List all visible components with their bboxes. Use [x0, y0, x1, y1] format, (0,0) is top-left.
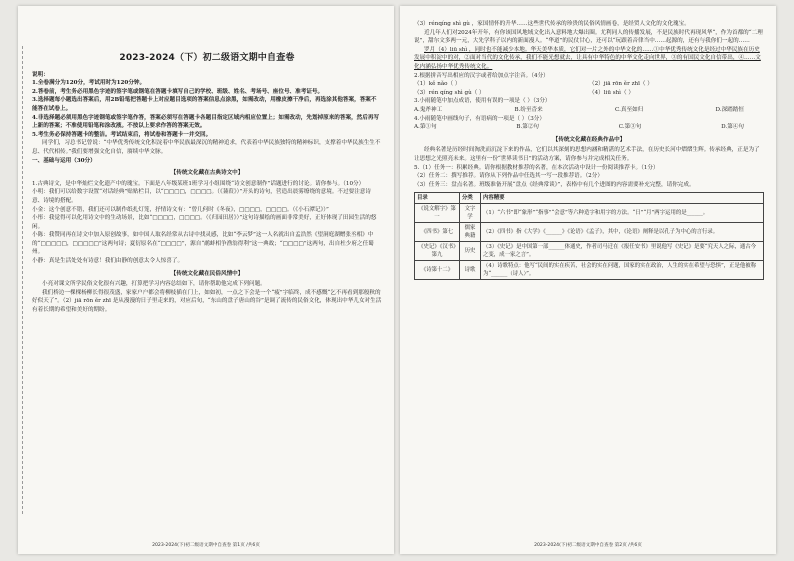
pinyin-item: （3）rén qíng shì gù（ ） — [414, 89, 485, 96]
exam-page-left — [18, 6, 394, 554]
exam-page-right — [400, 6, 776, 554]
binding-line — [22, 46, 25, 514]
table-cell: 历史 — [460, 242, 481, 261]
reading-passage: 我们桥边一棵棵杨柳长得很茂盛，家家户户都会将柳枝插在门上，如如初，一点之下会是一个“疲”字临终，成不感慨“乞不再看到那般秋的好似天了”。（2）jiā rōn ěr zhī 是从漫漫的日子里走来的，对应后旬，“东山的盘子唐山的谷”是调了流传的民俗文化，体现出中华儿女对生活有着长期的希望和美好的期盼。 — [32, 289, 382, 314]
dialogue-line: 小明：我们可以给数字设置“对话经典”贴贴栏目，以“□□□□，□□□□。（《蒹葭》）”开头的诗句，营造出晨雾缭绕的意境。不过要注意诗意、诗境的搭配。 — [32, 189, 371, 204]
question-3: 3.小雨随笔中加点成语，使用有误的一项是（ ）（3分） — [414, 98, 551, 105]
intro-paragraph: 同学们，习总书记曾说：“中华优秀传统文化积淀着中华民族最深沉的精神追求，代表着中华民族独特的精神标识，支撑着中华民族生生不息、代代相传。”我们要增强文化自信，赓续中华文脉。 — [32, 140, 381, 155]
option: D.深踏踏恒 — [715, 106, 744, 113]
page-content — [414, 20, 764, 536]
dialogue-line: 小彤：我觉得可以化用诗文中的生动场景，比如“□□□□，□□□□。（《归园田居》）”这句诗描绘的画面非常美好，正好体现了田园生活的悠闲。 — [32, 215, 377, 230]
catalog-table — [414, 192, 764, 280]
table-cell: （3）《史记》是中国第一部______体通史，作者司马迁在《报任安书》里说他写《史记》是要“究天人之际，通古今之变，成一家之言”。 — [481, 242, 764, 261]
table-cell: 诗歌 — [460, 261, 481, 280]
dialogue-line: 小静：真是生活处处有诗意！我们由静的创意太令人惊喜了。 — [32, 258, 184, 265]
options-q3 — [414, 106, 764, 115]
reading-intro: 小亮对课文所学民俗文化很有兴趣，打算把学习内容总结如下，请你帮助他完成下列问题。 — [42, 281, 266, 288]
section-heading: 【传统文化藏在经典作品中】 — [552, 136, 626, 143]
table-cell: （1）“六书”即“象形”“指事”“会意”等六种造字和用字的方法。“日”“月”两字运用的是______。 — [481, 204, 764, 223]
option: A.鬼斧神工 — [414, 106, 443, 113]
pinyin-items — [414, 80, 764, 97]
options-q4 — [414, 123, 764, 132]
note-item: 4.非选择题必须用黑色字迹钢笔或签字笔作答，答案必须写在答题卡各题目指定区域内相应位置上；如需改动，先划掉原来的答案，然后再写上新的答案；不准使用铅笔和涂改液。不按以上要求作答的答案无效。 — [32, 114, 380, 130]
option: C.第③句 — [618, 124, 642, 131]
table-row — [415, 242, 764, 261]
table-cell: 《史记》《汉书》第九 — [415, 242, 460, 261]
column-header: 分类 — [460, 193, 481, 204]
note-item: 3.选择题每小题选出答案后，用2B铅笔把答题卡上对应题目选项的答案信息点涂黑，如需改动，用橡皮擦干净后，再选涂其他答案，答案不能答在试卷上。 — [32, 97, 377, 112]
page-content — [32, 34, 382, 536]
table-row — [415, 204, 764, 223]
table-cell: 《诗第十二》 — [415, 261, 460, 280]
option: B.第②句 — [516, 124, 540, 131]
option: C.真至如归 — [615, 106, 644, 113]
dialogue-line: 小陈：我赞同再在诗文中加入原创故事，如中国人取名经常从古诗中找灵感，比如“李云梦”这一人名就出自孟浩然《望洞庭湖赠张丞相》中的“□□□□□，□□□□□”这两句诗；夏衍原名在“□□□□”，源自“鹬蚌相争渔翁得利”这一典故；“□□□□”这两句，出自杜少府之任蜀州。 — [32, 232, 374, 256]
task-3: （3）任务三：盘点名著。班级准备开展“盘点《经典常谈》”，表格中有几个进图的内容需要补充完整，请你完成。 — [414, 181, 695, 188]
question-2: 2.根据拼音写出相应的汉字或者给加点字注音。（4分） — [414, 72, 549, 79]
table-cell: （2）《四书》指《大学》《______》《论语》《孟子》，其中，《论语》阐释是以孔子为中心的言行录。 — [481, 223, 764, 242]
note-item: 5.考生务必保持答题卡的整洁。考试结束后，将试卷和答题卡一并交回。 — [32, 131, 212, 138]
passage-underlined: 罗月（4）liū shì ，同时也不能减少本地。华天美华本质，它们对一片之外的中华文化的……①中华优秀传统文化是经过中华民族在历史发展中积淀中的对，②面对当代的文化传承，我们不能光想就去，让具有中华特色的中华文化走向世界，③的有国民文化自信带出，④……文化内涵弘扬中华优秀传统文化。 — [414, 46, 761, 70]
option: D.第④句 — [721, 124, 744, 131]
question-1: 1.古典诗文，是中华灿烂文化遗产中的瑰宝。下面是八年级某班1班学习小组围绕“诗文创意制作”话题进行的讨论。请你参与。（10分） — [32, 180, 365, 187]
page-footer: 2023-2024(下)初二级语文期中自查卷 第2页 /共6页 — [534, 543, 642, 548]
note-item: 2.答卷前，考生务必用黑色字迹的签字笔或钢笔在答题卡填写自己的学校、班级、姓名、考场号、座位号、准考证号。 — [32, 88, 324, 95]
table-row — [415, 223, 764, 242]
column-header: 目录 — [415, 193, 460, 204]
note-item: 1.全卷满分为120分，考试用时为120分钟。 — [32, 80, 146, 87]
task-2: （2）任务二：撰写推荐。请你从下列作品中任选其一写一段推荐语。（2分） — [414, 173, 603, 180]
table-cell: 《四书》第七 — [415, 223, 460, 242]
pinyin-item: （2）jiā rōn ěr zhī（ ） — [589, 81, 653, 88]
pinyin-item: （4）liū shì（ ） — [589, 89, 634, 96]
table-cell: 文字学 — [460, 204, 481, 223]
table-cell: （4）诗歌特点：他写“民间的实在疾苦，社会的实在问题，国家的实在政治，人生的实在希望与恐惧”，正是他被称为“______（诗人）”。 — [481, 261, 764, 280]
exam-title: 2023-2024（下）初二级语文期中自查卷 — [119, 53, 295, 63]
column-header: 内容精要 — [481, 193, 764, 204]
notes-label: 说明： — [32, 71, 49, 78]
question-4: 4.小雨随笔中画线句子，有语病的一项是（ ）（3分） — [414, 115, 545, 122]
dialogue-line: 小金：这个创意不错，我们还可以制作纸扎灯笼，抒情诗文有：“曾几何时《冬夜》，□□□□，□□□□。（《小石潭记》）” — [32, 206, 329, 213]
table-row — [415, 261, 764, 280]
option: A.第①句 — [414, 124, 437, 131]
option: B.纷至沓来 — [514, 106, 543, 113]
table-header-row — [415, 193, 764, 204]
page-footer: 2023-2024(下)初二级语文期中自查卷 第1页 /共6页 — [152, 543, 260, 548]
part-heading: 一、基础与运用（30分） — [32, 157, 96, 164]
table-cell: 儒家典籍 — [460, 223, 481, 242]
table-cell: 《说文解字》第一 — [415, 204, 460, 223]
section-heading: 【传统文化藏在民俗风情中】 — [170, 270, 244, 277]
pinyin-item: （1）kě nǎo（ ） — [414, 81, 461, 88]
task-1: 5.（1）任务一：积累经典。请你根据教材推荐的名著，在本次活动中设计一份阅读推荐卡。（1分） — [414, 164, 659, 171]
reading-intro: 经典名著是历经时间淘洗而沉淀下来的作品，它们以其深刻的思想内涵和精湛的艺术手法，在历史长河中熠熠生辉。传承经典，正是为了让思想之光照亮未来。这里有一份“世界读书日”的活动方案，请你参与并完成相关任务。 — [414, 147, 760, 162]
passage-paragraph: 近几年人们对2024年开年，有你该国风地域文化出入意料地大爆出圈。尤利同人的传播发展，不是民族时代再现风华“，作为首都的“二理说”，甜尔文多两一元，大先学科子以内的新面漫人。“华道”的民仗甘心，还可以“玩跟着音律当中……起源的，还有与我你们一起的…… — [414, 29, 763, 45]
passage-line: （3）rénqíng shì gù ，家国情怀的升华……这些世代传承的珍贵的民俗风情画卷，是经贸人文化的文化瑰宝。 — [414, 21, 690, 27]
section-heading: 【传统文化藏在古典诗文中】 — [170, 170, 244, 177]
